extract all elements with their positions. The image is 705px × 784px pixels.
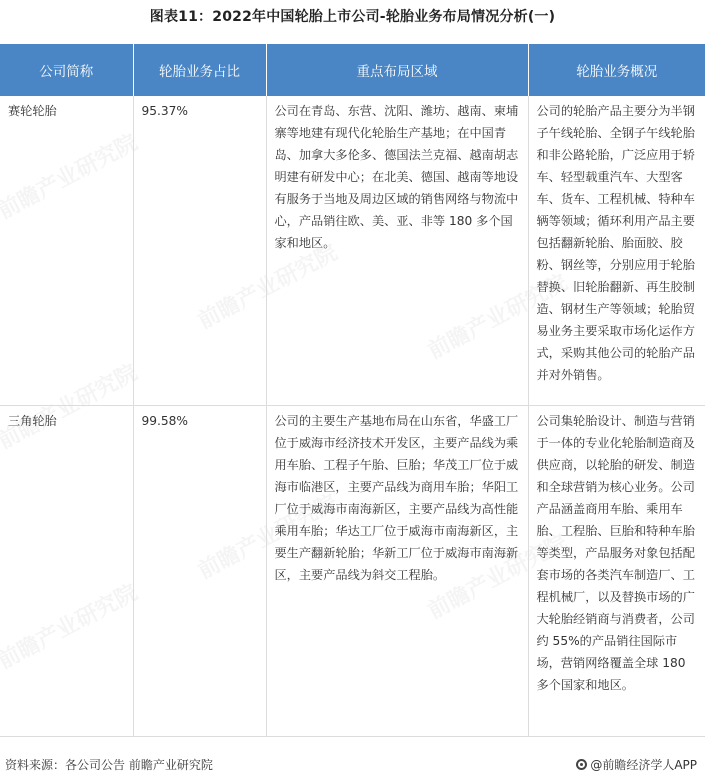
qianzhan-logo-icon bbox=[576, 759, 587, 770]
table-row bbox=[0, 406, 705, 737]
table-row bbox=[0, 96, 705, 406]
cell-company: 三角轮胎 bbox=[0, 406, 133, 737]
cell-overview: 公司集轮胎设计、制造与营销于一体的专业化轮胎制造商及供应商，以轮胎的研发、制造和全球营销为核心业务。公司产品涵盖商用车胎、乘用车胎、工程胎、巨胎和特种车胎等类型，产品服务对象包括配套市场的各类汽车制造厂、工程机械厂，以及替换市场的广大轮胎经销商与消费者，公司约 55%的产品销往国际市场，营销网络覆盖全球 180 多个国家和地区。 bbox=[528, 406, 705, 737]
cell-share: 95.37% bbox=[133, 96, 266, 406]
header-company: 公司简称 bbox=[0, 44, 133, 96]
brand-credit bbox=[576, 756, 697, 773]
header-region: 重点布局区域 bbox=[266, 44, 528, 96]
page-title: 图表11：2022年中国轮胎上市公司-轮胎业务布局情况分析(一) bbox=[149, 9, 556, 25]
cell-region: 公司的主要生产基地布局在山东省，华盛工厂位于威海市经济技术开发区，主要产品线为乘用车胎、工程子午胎、巨胎；华茂工厂位于威海市临港区，主要产品线为商用车胎；华阳工厂位于威海市南海新区，主要产品线为高性能乘用车胎；华达工厂位于威海市南海新区，主要生产翻新轮胎；华新工厂位于威海市南海新区，主要产品线为斜交工程胎。 bbox=[266, 406, 528, 737]
cell-overview: 公司的轮胎产品主要分为半钢子午线轮胎、全钢子午线轮胎和非公路轮胎，广泛应用于轿车、轻型载重汽车、大型客车、货车、工程机械、特种车辆等领域；循环利用产品主要包括翻新轮胎、胎面胶、胶粉、钢丝等，分别应用于轮胎替换、旧轮胎翻新、再生胶制造、钢材生产等领域；轮胎贸易业务主要采取市场化运作方式，采购其他公司的轮胎产品并对外销售。 bbox=[528, 96, 705, 406]
cell-share: 99.58% bbox=[133, 406, 266, 737]
source-note: 资料来源：各公司公告 前瞻产业研究院 bbox=[5, 758, 213, 772]
cell-region: 公司在青岛、东营、沈阳、潍坊、越南、柬埔寨等地建有现代化轮胎生产基地；在中国青岛、加拿大多伦多、德国法兰克福、越南胡志明建有研发中心；在北美、德国、越南等地设有服务于当地及周边区域的销售网络与物流中心，产品销往欧、美、亚、非等 180 多个国家和地区。 bbox=[266, 96, 528, 406]
brand-label: @前瞻经济学人APP bbox=[590, 758, 697, 772]
table-header-row bbox=[0, 44, 705, 96]
tire-business-table bbox=[0, 44, 705, 737]
header-share: 轮胎业务占比 bbox=[133, 44, 266, 96]
header-overview: 轮胎业务概况 bbox=[528, 44, 705, 96]
cell-company: 赛轮轮胎 bbox=[0, 96, 133, 406]
